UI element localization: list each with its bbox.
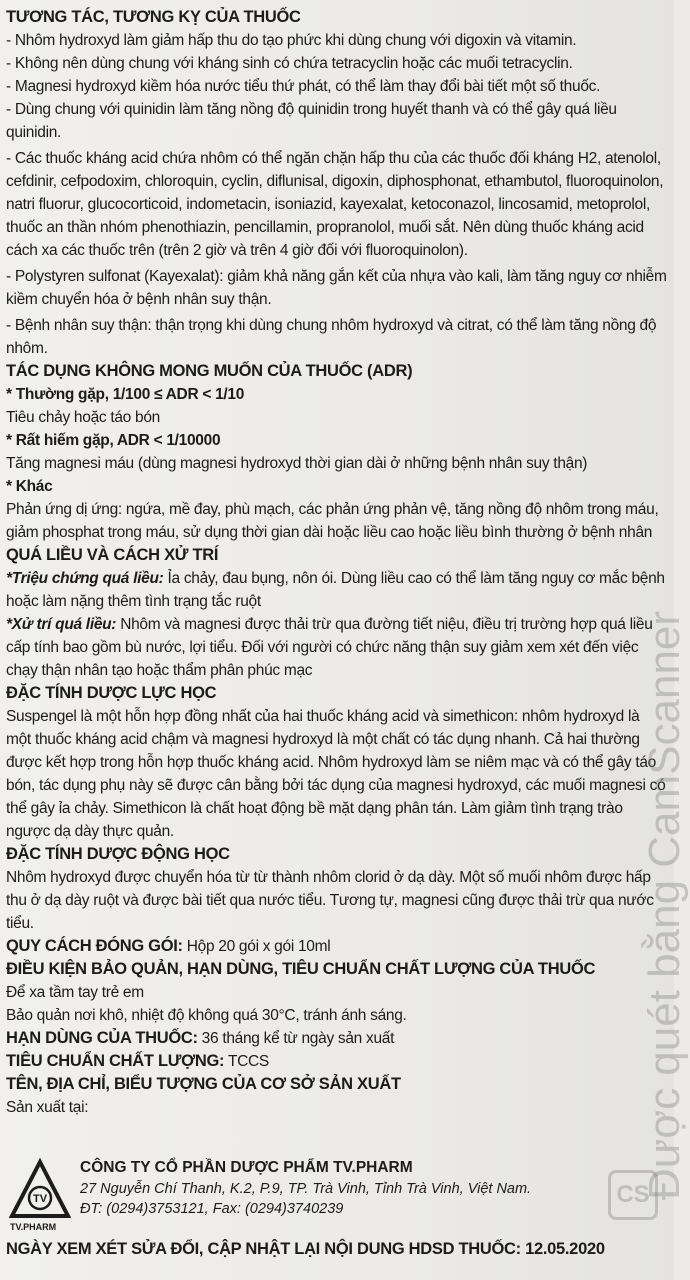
pharmacokinetics-title: ĐẶC TÍNH DƯỢC ĐỘNG HỌC — [6, 845, 230, 863]
packaging-label: QUY CÁCH ĐÓNG GÓI: — [6, 937, 183, 955]
company-name: CÔNG TY CỔ PHẦN DƯỢC PHẨM TV.PHARM — [80, 1159, 413, 1176]
standard-text: TCCS — [224, 1053, 269, 1070]
manufacturer-block — [10, 1160, 610, 1230]
adr-common-text: Tiêu chảy hoặc táo bón — [6, 409, 160, 426]
interactions-title: TƯƠNG TÁC, TƯƠNG KỴ CỦA THUỐC — [6, 8, 301, 26]
svg-text:TV: TV — [32, 1193, 48, 1205]
overdose-treatment — [6, 613, 668, 682]
watermark-text: Được quét bằng CamScanner — [640, 610, 689, 1200]
adr-other-text: Phản ứng dị ứng: ngứa, mề đay, phù mạch, các phản ứng phản vệ, tăng nồng độ nhôm trong máu, giảm phosphat trong máu, sử dụng thời gian dài hoặc liều cao hoặc liều bình thường ở bệnh nhân — [6, 501, 659, 541]
interaction-line: - Nhôm hydroxyd làm giảm hấp thu do tạo phức khi dùng chung với digoxin và vitamin. — [6, 32, 577, 49]
storage-line2: Bảo quản nơi khô, nhiệt độ không quá 30°C, tránh ánh sáng. — [6, 1007, 407, 1024]
interaction-line: - Polystyren sulfonat (Kayexalat): giảm khả năng gắn kết của nhựa vào kali, làm tăng nguy cơ nhiễm kiềm chuyển hóa ở bệnh nhân suy thận. — [6, 268, 667, 308]
adr-common-label: * Thường gặp, 1/100 ≤ ADR < 1/10 — [6, 386, 245, 403]
pharmacodynamics-title: ĐẶC TÍNH DƯỢC LỰC HỌC — [6, 684, 217, 702]
revision-date: NGÀY XEM XÉT SỬA ĐỔI, CẬP NHẬT LẠI NỘI DUNG HDSD THUỐC: 12.05.2020 — [6, 1240, 605, 1258]
overdose-symptoms — [6, 567, 668, 613]
standard-label: TIÊU CHUẨN CHẤT LƯỢNG: — [6, 1052, 225, 1070]
made-at-label: Sản xuất tại: — [6, 1099, 89, 1116]
expiry-label: HẠN DÙNG CỦA THUỐC: — [6, 1029, 198, 1047]
interaction-line: - Không nên dùng chung với kháng sinh có chứa tetracyclin hoặc các muối tetracyclin. — [6, 55, 573, 72]
logo-caption: TV.PHARM — [10, 1222, 57, 1232]
adr-rare-text: Tăng magnesi máu (dùng magnesi hydroxyd thời gian dài ở những bệnh nhân suy thận) — [6, 455, 588, 472]
company-address: 27 Nguyễn Chí Thanh, K.2, P.9, TP. Trà Vinh, Tỉnh Trà Vinh, Việt Nam. — [80, 1181, 532, 1197]
tvpharm-logo-icon — [10, 1160, 70, 1220]
manufacturer-title: TÊN, ĐỊA CHỈ, BIỂU TƯỢNG CỦA CƠ SỞ SẢN XUẤT — [6, 1075, 401, 1093]
adr-other-label: * Khác — [6, 478, 53, 495]
overdose-symptom-text: Ỉa chảy, đau bụng, nôn ói. Dùng liều cao có thể làm tăng nguy cơ mắc bệnh hoặc làm nặng thêm tình trạng tắc ruột — [6, 570, 665, 610]
packaging-text: Hộp 20 gói x gói 10ml — [182, 938, 331, 955]
leaflet-content — [6, 6, 668, 1119]
company-phone: ĐT: (0294)3753121, Fax: (0294)3740239 — [80, 1201, 344, 1217]
adr-title: TÁC DỤNG KHÔNG MONG MUỐN CỦA THUỐC (ADR) — [6, 362, 413, 380]
adr-rare-label: * Rất hiếm gặp, ADR < 1/10000 — [6, 432, 221, 449]
overdose-symptom-label: *Triệu chứng quá liều: — [6, 570, 164, 587]
expiry-text: 36 tháng kể từ ngày sản xuất — [197, 1030, 395, 1047]
expiry-line — [6, 1027, 668, 1050]
packaging-line — [6, 935, 668, 958]
pharmacodynamics-text: Suspengel là một hỗn hợp đồng nhất của hai thuốc kháng acid và simethicon: nhôm hydroxyd là một thuốc kháng acid chậm và magnesi hydroxyd là một chất có tác dụng nhanh. Cả hai thường được kết hợp trong hỗn hợp thuốc kháng acid. Nhôm hydroxyd làm se niêm mạc và có thể gây táo bón, tác dụng phụ này sẽ được cân bằng bởi tác dụng của magnesi hydroxyd, các muối magnesi có thể gây ỉa chảy. Simethicon là chất hoạt động bề mặt dạng phân tán. Làm giảm tình trạng trào ngược dạ dày thực quản. — [6, 708, 666, 840]
overdose-treat-label: *Xử trí quá liều: — [6, 616, 117, 633]
interaction-line: - Các thuốc kháng acid chứa nhôm có thể ngăn chặn hấp thu của các thuốc đối kháng H2, atenolol, cefdinir, cefpodoxim, chloroquin, cyclin, diflunisal, digoxin, diphosphonat, ethambutol, fluoroquinolon, natri fluorur, glucocorticoid, indometacin, isoniazid, kayexalat, ketoconazol, lincosamid, metoprolol, thuốc an thần nhóm phenothiazin, pencillamin, propranolol, muối sắt. Nên dùng thuốc kháng acid cách xa các thuốc trên (trên 2 giờ và trên 4 giờ đối với fluoroquinolon). — [6, 150, 664, 259]
storage-title: ĐIỀU KIỆN BẢO QUẢN, HẠN DÙNG, TIÊU CHUẨN CHẤT LƯỢNG CỦA THUỐC — [6, 960, 596, 978]
storage-line1: Để xa tầm tay trẻ em — [6, 984, 144, 1001]
interaction-line: - Bệnh nhân suy thận: thận trọng khi dùng chung nhôm hydroxyd và citrat, có thể làm tăng nồng độ nhôm. — [6, 317, 657, 357]
overdose-treat-text: Nhôm và magnesi được thải trừ qua đường tiết niệu, điều trị trường hợp quá liều cấp tính bao gồm bù nước, lợi tiểu. Đối với người có chức năng thận suy giảm xem xét đến việc chạy thận nhân tạo hoặc thẩm phân phúc mạc — [6, 616, 653, 679]
camscanner-badge-icon: CS — [608, 1170, 658, 1220]
interaction-line: - Magnesi hydroxyd kiềm hóa nước tiểu thứ phát, có thể làm thay đổi bài tiết một số thuốc. — [6, 78, 601, 95]
standard-line — [6, 1050, 668, 1073]
pharmacokinetics-text: Nhôm hydroxyd được chuyển hóa từ từ thành nhôm clorid ở dạ dày. Một số muối nhôm được hấp thu ở dạ dày ruột và được bài tiết qua nước tiểu. Tương tự, magnesi cũng được thải trừ qua nước tiểu. — [6, 869, 654, 932]
interaction-line: - Dùng chung với quinidin làm tăng nồng độ quinidin trong huyết thanh và có thể gây quá liều quinidin. — [6, 101, 617, 141]
overdose-title: QUÁ LIỀU VÀ CÁCH XỬ TRÍ — [6, 546, 219, 564]
